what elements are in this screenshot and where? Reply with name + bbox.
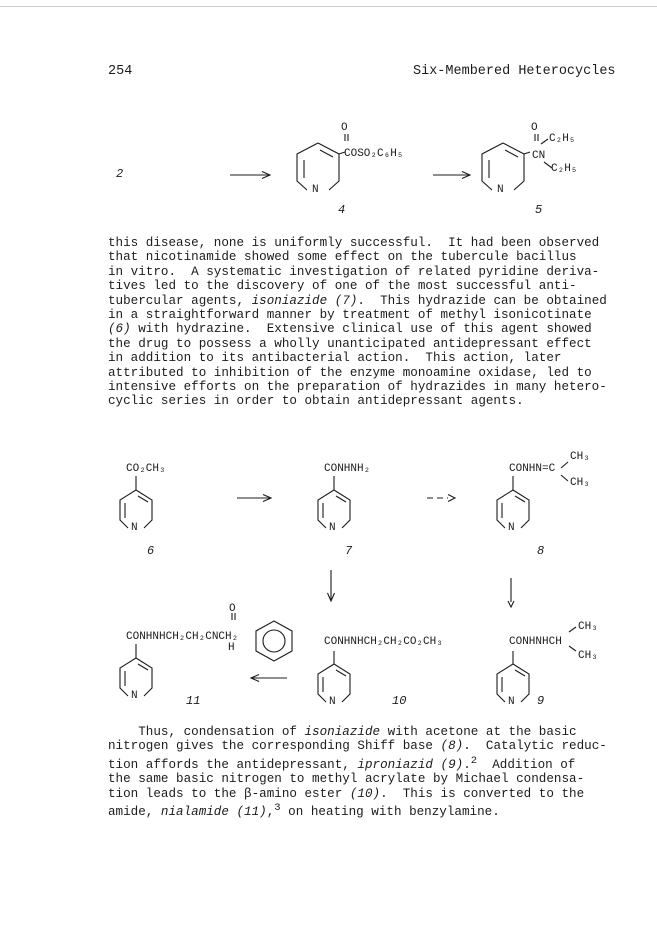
text-run: . This hydrazide can be obtained: [357, 293, 607, 308]
pyridine-ring-5: [482, 134, 552, 190]
text-line: in a straightforward manner by treatment of methyl isonicotinate: [108, 308, 592, 323]
text-run: Thus, condensation of: [138, 725, 305, 739]
text-run: on heating with benzylamine.: [280, 805, 500, 820]
text-run: tion leads to the β-amino ester: [108, 786, 350, 801]
pyridine-ring-6: [120, 476, 152, 528]
reaction-arrow-7-to-10: [328, 570, 335, 601]
compound-label-6: 6: [147, 544, 155, 558]
compound-label-5: 5: [535, 203, 543, 217]
ring-nitrogen-5: N: [497, 184, 504, 196]
compound-ref-9: (9): [440, 758, 464, 772]
text-run: [433, 758, 441, 772]
text-line: this disease, none is uniformly successful. It had been observed: [108, 236, 600, 250]
text-line: that nicotinamide showed some effect on the tubercule bacillus: [108, 250, 577, 265]
compound-label-7: 7: [345, 544, 353, 558]
text-line: intensive efforts on the preparation of hydrazides in many hetero-: [108, 380, 607, 395]
compound-name-nialamide: nialamide (11): [160, 805, 267, 820]
compound-8-methyl-top: CH₃: [570, 451, 590, 463]
page-number: 254: [108, 64, 133, 79]
compound-8-substituent: CONHN=C: [509, 463, 556, 475]
footnote-ref-2: 2: [470, 754, 478, 767]
text-line: [108, 725, 628, 739]
compound-4-substituent: COSO₂C₆H₅: [344, 148, 404, 160]
reaction-arrow-8-to-9: [508, 578, 514, 607]
compound-8-methyl-bottom: CH₃: [570, 477, 590, 489]
compound-label-2: 2: [116, 167, 124, 181]
body-paragraph-1: [108, 236, 628, 409]
compound-4-oxygen: O: [341, 122, 348, 134]
text-run: . This is converted to the: [380, 786, 585, 801]
text-line: [108, 322, 628, 336]
pyridine-ring-10: [318, 651, 350, 702]
text-run: with hydrazine. Extensive clinical use of this agent showed: [130, 322, 592, 337]
compound-5-amide-n: CN: [532, 150, 546, 162]
text-run: . Catalytic reduc-: [463, 739, 607, 754]
ring-nitrogen-11: N: [131, 690, 138, 702]
text-run: .: [463, 758, 471, 772]
compound-label-4: 4: [338, 203, 346, 217]
reaction-arrow-6-to-7: [237, 495, 271, 502]
ring-nitrogen-6: N: [131, 522, 138, 534]
text-line: [108, 739, 628, 753]
compound-label-9: 9: [537, 694, 545, 708]
compound-ref-8: (8): [440, 739, 464, 754]
text-line: tives led to the discovery of one of the most successful anti-: [108, 279, 577, 294]
text-run: tion affords the antidepressant,: [108, 758, 358, 772]
compound-9-methyl-top: CH₃: [578, 621, 598, 633]
compound-9-substituent: CONHNHCH: [509, 636, 562, 648]
text-line: cyclic series in order to obtain antidepressant agents.: [108, 394, 524, 409]
compound-label-10: 10: [392, 694, 407, 708]
text-line: [108, 801, 628, 820]
text-line: attributed to inhibition of the enzyme monoamine oxidase, led to: [108, 365, 592, 380]
compound-name-iproniazid: iproniazid: [357, 758, 433, 772]
ring-nitrogen-9: N: [508, 696, 515, 708]
text-run: with acetone at the basic: [380, 725, 577, 739]
compound-5-ethyl-bottom: C₂H₅: [551, 163, 578, 175]
text-run: nitrogen gives the corresponding Shiff base: [108, 739, 441, 754]
compound-6-substituent: CO₂CH₃: [126, 463, 166, 475]
ring-nitrogen-8: N: [508, 522, 515, 534]
compound-11-substituent: CONHNHCH₂CH₂CNCH₂: [126, 631, 239, 643]
compound-ref-6: (6): [108, 322, 131, 337]
compound-ref-10: (10): [349, 786, 381, 801]
compound-label-8: 8: [537, 544, 545, 558]
text-run: Addition of: [477, 758, 576, 772]
ring-nitrogen-4: N: [312, 184, 319, 196]
compound-label-11: 11: [186, 694, 201, 708]
footnote-ref-3: 3: [274, 802, 281, 815]
ring-nitrogen-7: N: [329, 522, 336, 534]
pyridine-ring-11: [120, 613, 235, 696]
text-line: in vitro. A systematic investigation of related pyridine deriva-: [108, 264, 600, 279]
compound-11-amide-h: H: [228, 642, 235, 654]
text-run: tubercular agents,: [108, 293, 252, 308]
compound-name-isoniazide: isoniazide (7): [251, 293, 358, 308]
running-title: Six-Membered Heterocycles: [413, 64, 616, 79]
text-line: [108, 754, 628, 773]
reaction-arrow-10-to-11: [251, 675, 287, 682]
compound-9-methyl-bottom: CH₃: [578, 650, 598, 662]
compound-name-isoniazide: isoniazide: [304, 725, 381, 739]
text-run: ,: [266, 805, 275, 820]
text-line: [108, 294, 628, 308]
text-run: amide,: [108, 805, 161, 820]
text-line: the same basic nitrogen to methyl acrylate by Michael condensa-: [108, 772, 585, 787]
reaction-arrow-4-to-5: [433, 172, 470, 179]
compound-7-substituent: CONHNH₂: [324, 463, 371, 475]
compound-5-ethyl-top: C₂H₅: [549, 133, 576, 145]
ring-nitrogen-10: N: [329, 696, 336, 708]
text-line: the drug to possess a wholly unanticipated antidepressant effect: [108, 336, 592, 351]
compound-5-oxygen: O: [531, 122, 538, 134]
text-line: in addition to its antibacterial action. This action, later: [108, 351, 562, 366]
body-paragraph-2: [108, 725, 628, 820]
reaction-arrowhead-7-to-8: [448, 495, 455, 502]
compound-11-oxygen: O: [229, 603, 236, 615]
benzene-ring-11: [256, 621, 292, 661]
reaction-arrow-2-to-4: [230, 172, 270, 179]
text-line: [108, 787, 628, 801]
pyridine-ring-4: [297, 134, 348, 190]
pyridine-ring-7: [318, 476, 350, 528]
compound-10-substituent: CONHNHCH₂CH₂CO₂CH₃: [324, 636, 443, 648]
